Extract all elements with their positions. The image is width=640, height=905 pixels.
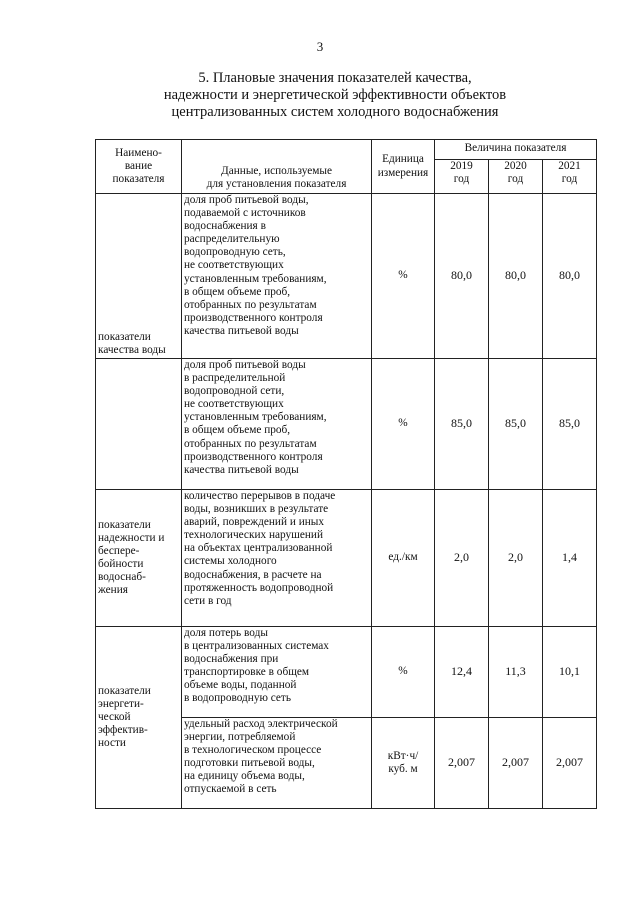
- unit-cell: [372, 627, 435, 718]
- indicator-text-line: надежности и: [98, 531, 165, 544]
- data-text-line: на единицу объема воды,: [184, 770, 305, 783]
- indicator-name: [96, 627, 182, 809]
- data-text-line: водоснабжения при: [184, 653, 279, 666]
- source-data: [182, 627, 372, 718]
- value-2019: 80,0: [435, 194, 489, 359]
- indicator-text-line: ности: [98, 737, 126, 750]
- document-title: [100, 70, 570, 121]
- data-text-line: количество перерывов в подаче: [184, 490, 336, 502]
- unit-cell: [372, 490, 435, 627]
- header-year-2020: [489, 160, 543, 194]
- data-text-line: не соответствующих: [184, 398, 284, 411]
- value-2019: 2,0: [435, 490, 489, 627]
- source-data: [182, 718, 372, 809]
- data-text-line: в технологическом процессе: [184, 744, 322, 757]
- value-2019: 12,4: [435, 627, 489, 718]
- data-text-line: транспортировке в общем: [184, 666, 310, 679]
- value-2021: 80,0: [543, 194, 597, 359]
- header-text-line: год: [453, 172, 470, 185]
- header-text-line: Единица: [382, 153, 424, 166]
- indicator-text-line: качества воды: [98, 343, 166, 356]
- unit-text: %: [398, 665, 408, 678]
- data-text-line: водоснабжения, в расчете на: [184, 568, 322, 581]
- data-text-line: подаваемой с источников: [184, 207, 306, 220]
- indicator-text-line: бойности: [98, 558, 144, 570]
- data-text-line: протяженность водопроводной: [184, 581, 334, 594]
- unit-text: куб. м: [388, 763, 418, 775]
- data-text-line: энергии, потребляемой: [184, 731, 296, 744]
- data-text-line: качества питьевой воды: [184, 463, 299, 476]
- header-text-line: для установления показателя: [206, 177, 347, 190]
- data-text-line: доля проб питьевой воды,: [184, 194, 309, 206]
- indicator-text-line: эффектив-: [98, 724, 148, 737]
- value-2021: 10,1: [543, 627, 597, 718]
- indicator-text-line: энергети-: [98, 697, 144, 710]
- data-text-line: отпускаемой в сеть: [184, 783, 277, 796]
- data-text-line: отобранных по результатам: [184, 437, 317, 450]
- value-2020: 2,0: [489, 490, 543, 627]
- unit-text: %: [398, 417, 408, 430]
- title-line: 5. Плановые значения показателей качества,: [198, 70, 472, 86]
- header-indicator-name: [96, 140, 182, 194]
- data-text-line: установленным требованиям,: [184, 272, 327, 285]
- data-text-line: качества питьевой воды: [184, 324, 299, 337]
- data-text-line: доля проб питьевой воды: [184, 359, 306, 371]
- unit-text: %: [398, 269, 408, 282]
- data-text-line: сети в год: [184, 594, 232, 607]
- unit-text: ед./км: [388, 551, 418, 564]
- data-text-line: доля потерь воды: [184, 627, 268, 639]
- title-line: надежности и энергетической эффективности объектов: [163, 87, 507, 103]
- data-text-line: в водопроводную сеть: [184, 692, 292, 705]
- header-year-2019: [435, 160, 489, 194]
- data-text-line: водопроводной сети,: [184, 385, 285, 398]
- value-2020: 11,3: [489, 627, 543, 718]
- header-unit: [372, 140, 435, 194]
- table-row: [96, 359, 597, 490]
- data-text-line: в общем объеме проб,: [184, 285, 291, 298]
- data-text-line: аварий, повреждений и иных: [184, 516, 325, 529]
- data-text-line: водоснабжения в: [184, 220, 266, 233]
- value-2019: 85,0: [435, 359, 489, 490]
- header-text-line: измерения: [377, 166, 429, 179]
- title-line: централизованных систем холодного водоснабжения: [171, 104, 499, 120]
- data-text-line: не соответствующих: [184, 259, 284, 272]
- value-2019: 2,007: [435, 718, 489, 809]
- data-text-line: распределительную: [184, 233, 280, 246]
- header-text-line: год: [507, 172, 524, 185]
- value-2021: 85,0: [543, 359, 597, 490]
- data-text-line: производственного контроля: [184, 450, 323, 463]
- header-year-2021: [543, 160, 597, 194]
- indicator-text-line: показатели: [98, 518, 151, 531]
- table-row: [96, 490, 597, 627]
- source-data: [182, 490, 372, 627]
- indicator-text-line: жения: [98, 584, 128, 597]
- data-text-line: на объектах централизованной: [184, 542, 333, 555]
- indicator-text-line: водоснаб-: [98, 571, 146, 584]
- source-data: [182, 359, 372, 490]
- data-text-line: подготовки питьевой воды,: [184, 757, 315, 770]
- indicator-name: [96, 194, 182, 359]
- indicator-text-line: показатели: [98, 684, 151, 697]
- data-text-line: системы холодного: [184, 555, 277, 568]
- unit-cell: [372, 718, 435, 809]
- data-text-line: воды, возникших в результате: [184, 503, 329, 516]
- page-number: 3: [316, 39, 324, 54]
- indicator-name-empty: [96, 359, 182, 490]
- unit-cell: [372, 359, 435, 490]
- unit-text: кВт·ч/: [387, 749, 419, 762]
- header-text-line: 2020: [504, 160, 527, 172]
- header-text-line: 2021: [558, 160, 581, 172]
- header-text-line: показателя: [112, 173, 165, 186]
- header-text-line: Наимено-: [115, 146, 162, 159]
- header-text-line: 2019: [450, 160, 473, 172]
- data-text-line: производственного контроля: [184, 311, 323, 324]
- value-2020: 85,0: [489, 359, 543, 490]
- data-text-line: установленным требованиям,: [184, 411, 327, 424]
- data-text-line: технологических нарушений: [184, 529, 324, 542]
- value-2021: 2,007: [543, 718, 597, 809]
- table-row: [96, 627, 597, 718]
- indicator-text-line: показатели: [98, 330, 151, 343]
- data-text-line: объеме воды, поданной: [184, 679, 297, 692]
- indicator-name: [96, 490, 182, 627]
- data-text-line: в распределительной: [184, 372, 286, 385]
- header-text-line: вание: [124, 159, 153, 172]
- indicators-table: [95, 139, 597, 809]
- indicator-text-line: беспере-: [98, 544, 140, 557]
- data-text-line: отобранных по результатам: [184, 298, 317, 311]
- value-2021: 1,4: [543, 490, 597, 627]
- unit-cell: [372, 194, 435, 359]
- data-text-line: водопроводную сеть,: [184, 246, 286, 259]
- header-row: [96, 140, 597, 160]
- header-source-data: [182, 140, 372, 194]
- value-2020: 2,007: [489, 718, 543, 809]
- data-text-line: удельный расход электрической: [184, 718, 338, 730]
- data-text-line: в общем объеме проб,: [184, 424, 291, 437]
- table-row: [96, 194, 597, 359]
- indicator-text-line: ческой: [98, 710, 131, 723]
- value-2020: 80,0: [489, 194, 543, 359]
- data-text-line: в централизованных системах: [184, 640, 329, 653]
- header-value: Величина показателя: [435, 140, 597, 160]
- header-text-line: год: [561, 172, 578, 185]
- source-data: [182, 194, 372, 359]
- header-text-line: Данные, используемые: [221, 164, 332, 177]
